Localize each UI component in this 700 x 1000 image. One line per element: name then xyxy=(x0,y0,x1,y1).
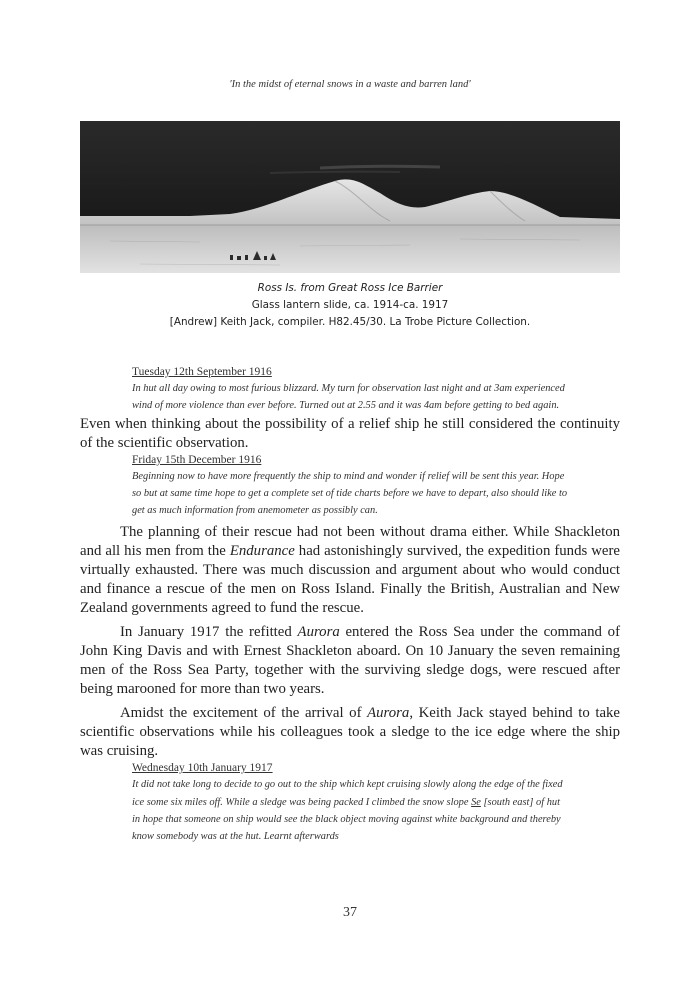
paragraph-2: The planning of their rescue had not been without drama either. While Shackleton and all his men from the Endurance had astonishingly survived, the expedition funds were virtually exhausted. There was much discussion and argument about who would conduct and finance a rescue of the men on Ross Island. Finally the British, Australian and New Zealand governments agreed to fund the rescue. xyxy=(80,524,620,617)
ship-name-aurora: Aurora xyxy=(367,705,410,722)
ship-name-endurance: Endurance xyxy=(229,543,295,560)
diary-date-3: Wednesday 10th January 1917 xyxy=(132,762,273,775)
caption-medium: Glass lantern slide, ca. 1914-ca. 1917 xyxy=(251,299,449,311)
paragraph-4: Amidst the excitement of the arrival of Aurora, Keith Jack stayed behind to take scientific observations while his colleagues took a sledge to the ice edge where the ship was cruising. xyxy=(80,705,621,760)
page-number: 37 xyxy=(343,905,357,920)
figure-caption xyxy=(0,280,700,331)
ship-name-aurora: Aurora xyxy=(297,624,340,641)
running-head: 'In the midst of eternal snows in a waste and barren land' xyxy=(229,79,471,90)
diary-entry-1: In hut all day owing to most furious blizzard. My turn for observation last night and at 3am experienced wind of more violence than ever before. Turned out at 2.55 and it was 4am before getting to bed again. xyxy=(132,383,565,412)
diary-date-2: Friday 15th December 1916 xyxy=(132,453,262,466)
main-text xyxy=(80,365,620,846)
caption-title: Ross Is. from Great Ross Ice Barrier xyxy=(257,282,443,294)
paragraph-3: In January 1917 the refitted Aurora entered the Ross Sea under the command of John King Davis and with Ernest Shackleton aboard. On 10 January the seven remaining men of the Ross Sea Party, together with the surviving sledge dogs, were rescued after being marooned for more than two years. xyxy=(80,624,620,698)
paragraph-1: Even when thinking about the possibility of a relief ship he still considered the continuity of the scientific observation. xyxy=(80,415,620,451)
photo-ross-island xyxy=(80,121,620,273)
caption-source: [Andrew] Keith Jack, compiler. H82.45/30. La Trobe Picture Collection. xyxy=(169,316,531,328)
diary-entry-3: It did not take long to decide to go out to the ship which kept cruising slowly along the edge of the fixed ice some six miles off. While a sledge was being packed I climbed the snow slope Se [south east] of hut in hope that someone on ship would see the black object moving against white background and thereby know somebody was at the hut. Learnt afterwards xyxy=(132,779,563,843)
diary-date-1: Tuesday 12th September 1916 xyxy=(132,366,272,378)
diary-entry-2: Beginning now to have more frequently the ship to mind and wonder if relief will be sent this year. Hope so but at same time hope to get a complete set of tide charts before we have to depart, also should like to get as much information from anemometer as possibly can. xyxy=(132,470,568,517)
